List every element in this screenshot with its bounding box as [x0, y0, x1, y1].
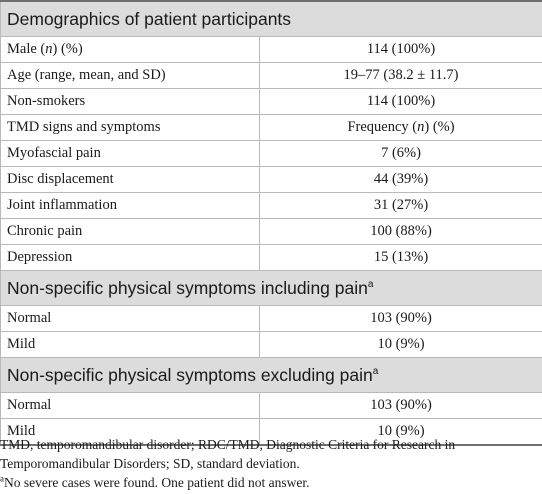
row-value: 31 (27%)	[260, 193, 542, 219]
table-row	[1, 167, 542, 193]
row-value: 19–77 (38.2 ± 11.7)	[260, 63, 542, 89]
row-label: Normal	[1, 393, 260, 419]
table-row	[1, 141, 542, 167]
table-title-row	[1, 1, 542, 37]
row-value: 114 (100%)	[260, 89, 542, 115]
row-value: 100 (88%)	[260, 219, 542, 245]
table-row	[1, 332, 542, 358]
table-row	[1, 306, 542, 332]
section-header-including-pain	[1, 271, 542, 306]
symptoms-header-row	[1, 115, 542, 141]
row-value: 10 (9%)	[260, 419, 542, 446]
table-title: Demographics of patient participants	[1, 1, 542, 37]
row-label: Myofascial pain	[1, 141, 260, 167]
abbreviations-note: TMD, temporomandibular disorder; RDC/TMD, Diagnostic Criteria for Research in Temporomandibular Disorders; SD, standard deviation.	[0, 437, 456, 471]
row-value: 103 (90%)	[260, 393, 542, 419]
row-value: 10 (9%)	[260, 332, 542, 358]
row-value: 15 (13%)	[260, 245, 542, 271]
row-label: Disc displacement	[1, 167, 260, 193]
table-row	[1, 393, 542, 419]
section-header-excluding-pain	[1, 358, 542, 393]
table-row	[1, 245, 542, 271]
footnote-a: $^a$No severe cases were found. One patient did not answer.	[0, 473, 310, 490]
row-label: Age (range, mean, and SD)	[1, 63, 260, 89]
symptoms-header-label: TMD signs and symptoms	[1, 115, 260, 141]
row-label: Mild	[1, 419, 260, 446]
table-row	[1, 219, 542, 245]
row-label: Joint inflammation	[1, 193, 260, 219]
table-row	[1, 89, 542, 115]
table-footnotes	[0, 435, 540, 492]
section-title: Non-specific physical symptoms excluding pain$^a$	[1, 358, 542, 393]
section-title: Non-specific physical symptoms including pain$^a$	[1, 271, 542, 306]
row-label: Mild	[1, 332, 260, 358]
row-label: Chronic pain	[1, 219, 260, 245]
row-value: 44 (39%)	[260, 167, 542, 193]
row-label: Male (n) (%)	[1, 37, 260, 63]
row-label: Normal	[1, 306, 260, 332]
table-row	[1, 37, 542, 63]
row-value: 103 (90%)	[260, 306, 542, 332]
row-label: Non-smokers	[1, 89, 260, 115]
table-row	[1, 193, 542, 219]
table-row	[1, 63, 542, 89]
symptoms-header-value: Frequency (n) (%)	[260, 115, 542, 141]
row-value: 114 (100%)	[260, 37, 542, 63]
row-value: 7 (6%)	[260, 141, 542, 167]
row-label: Depression	[1, 245, 260, 271]
